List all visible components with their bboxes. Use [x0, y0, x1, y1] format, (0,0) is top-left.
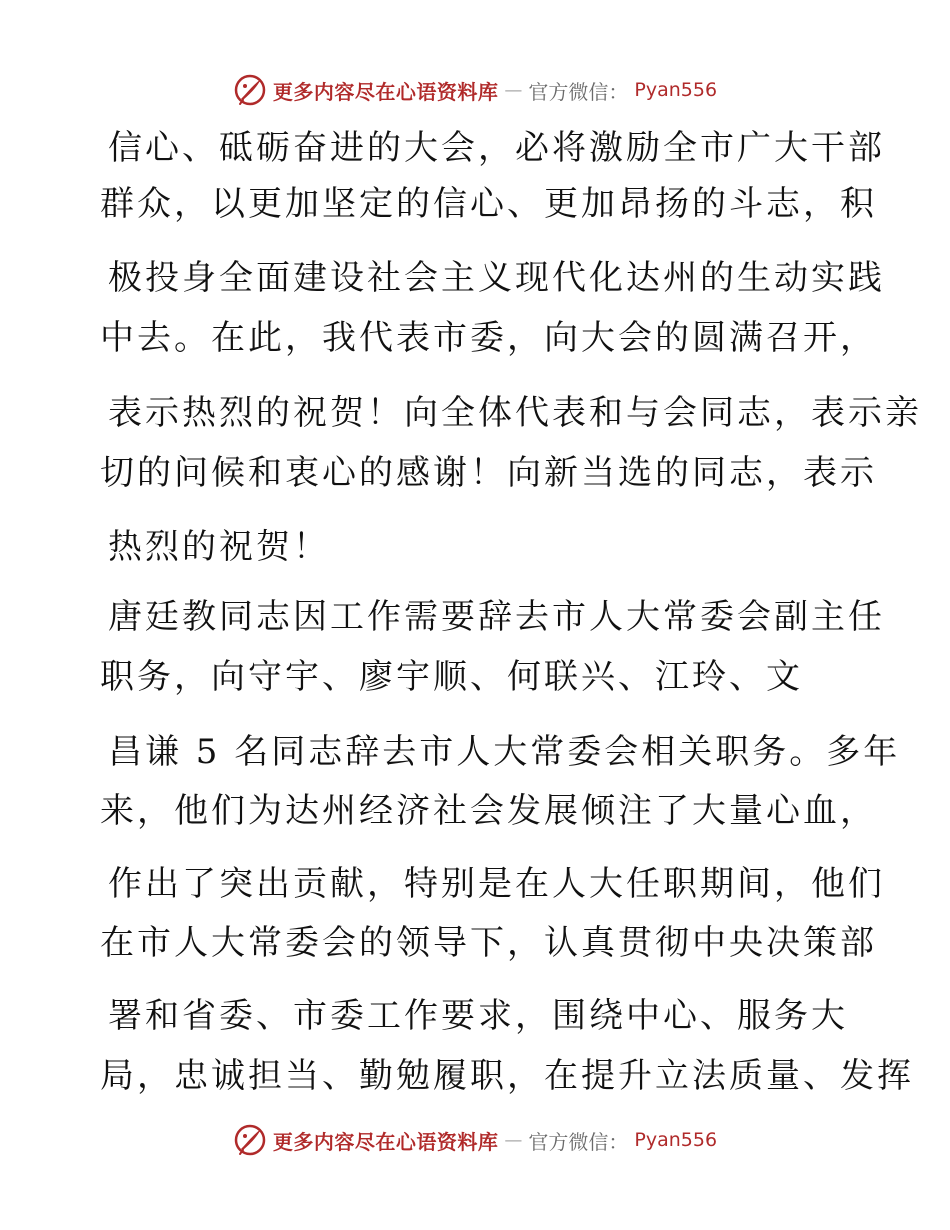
body-line: 群众，以更加坚定的信心、更加昂扬的斗志，积 — [100, 184, 877, 224]
quill-logo-icon — [233, 1123, 267, 1157]
body-line: 职务，向守宇、廖宇顺、何联兴、江玲、文 — [100, 657, 803, 697]
footer-banner-separator: — — [504, 1129, 523, 1151]
body-line: 来，他们为达州经济社会发展倾注了大量心血， — [100, 791, 877, 831]
header-banner-content — [233, 73, 717, 107]
header-banner-separator: — — [504, 79, 523, 101]
footer-banner-wechat-label: 官方微信： — [528, 1129, 629, 1154]
body-line: 局，忠诚担当、勤勉履职，在提升立法质量、发挥 — [100, 1056, 914, 1096]
body-line: 唐廷教同志因工作需要辞去市人大常委会副主任 — [108, 597, 885, 637]
body-line: 热烈的祝贺！ — [108, 527, 330, 567]
body-line: 极投身全面建设社会主义现代化达州的生动实践 — [108, 258, 885, 298]
footer-banner-title: 更多内容尽在心语资料库 — [272, 1129, 499, 1154]
body-line: 昌谦 5 名同志辞去市人大常委会相关职务。多年 — [108, 732, 901, 772]
body-line: 表示热烈的祝贺！向全体代表和与会同志，表示亲 — [108, 393, 922, 433]
footer-banner-wechat-id: Pyan556 — [634, 1129, 718, 1151]
header-banner-wechat-label: 官方微信： — [528, 79, 629, 104]
footer-banner — [0, 1120, 950, 1160]
header-banner — [0, 70, 950, 110]
footer-banner-content — [233, 1123, 717, 1157]
body-line: 在市人大常委会的领导下，认真贯彻中央决策部 — [100, 923, 877, 963]
header-banner-wechat-id: Pyan556 — [634, 79, 718, 101]
body-line: 信心、砥砺奋进的大会，必将激励全市广大干部 — [108, 128, 885, 168]
header-banner-title: 更多内容尽在心语资料库 — [272, 79, 499, 104]
body-line: 切的问候和衷心的感谢！向新当选的同志，表示 — [100, 453, 877, 493]
body-line: 署和省委、市委工作要求，围绕中心、服务大 — [108, 996, 848, 1036]
body-line: 作出了突出贡献，特别是在人大任职期间，他们 — [108, 864, 885, 904]
quill-logo-icon — [233, 73, 267, 107]
body-line: 中去。在此，我代表市委，向大会的圆满召开， — [100, 318, 877, 358]
